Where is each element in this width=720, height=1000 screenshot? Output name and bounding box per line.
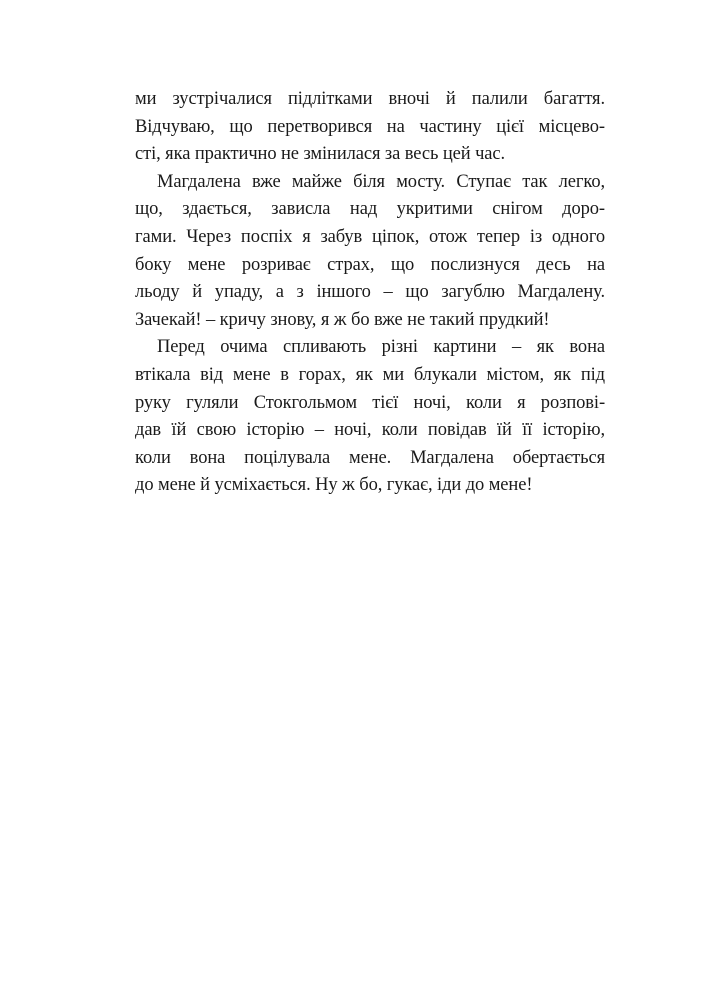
body-text [135,86,605,500]
text-line: коли вона поцілувала мене. Магдалена обертається [135,447,605,468]
text-line: боку мене розриває страх, що послизнуся десь на [135,254,605,275]
text-line: ми зустрічалися підлітками вночі й палили багаття. [135,89,605,109]
paragraph-1 [135,86,605,169]
text-line: сті, яка практично не змінилася за весь цей час. [135,144,506,165]
text-line: руку гуляли Стокгольмом тієї ночі, коли я розпові- [135,392,605,413]
text-line: до мене й усміхається. Ну ж бо, гукає, іди до мене! [135,475,533,496]
text-line: Зачекай! – кричу знову, я ж бо вже не такий прудкий! [135,309,550,330]
text-line: гами. Через поспіх я забув ціпок, отож тепер із одного [135,226,605,247]
paragraph-3 [135,334,605,500]
text-line: дав їй свою історію – ночі, коли повідав їй її історію, [135,420,605,441]
text-line: Відчуваю, що перетворився на частину цієї місцево- [135,116,605,137]
text-line: що, здається, зависла над укритими снігом доро- [135,199,605,220]
text-line: втікала від мене в горах, як ми блукали містом, як під [135,364,605,385]
text-line: льоду й упаду, а з іншого – що загублю Магдалену. [135,282,605,303]
paragraph-2 [135,169,605,335]
text-line: Перед очима спливають різні картини – як вона [157,337,605,358]
text-line: Магдалена вже майже біля мосту. Ступає так легко, [157,171,605,192]
